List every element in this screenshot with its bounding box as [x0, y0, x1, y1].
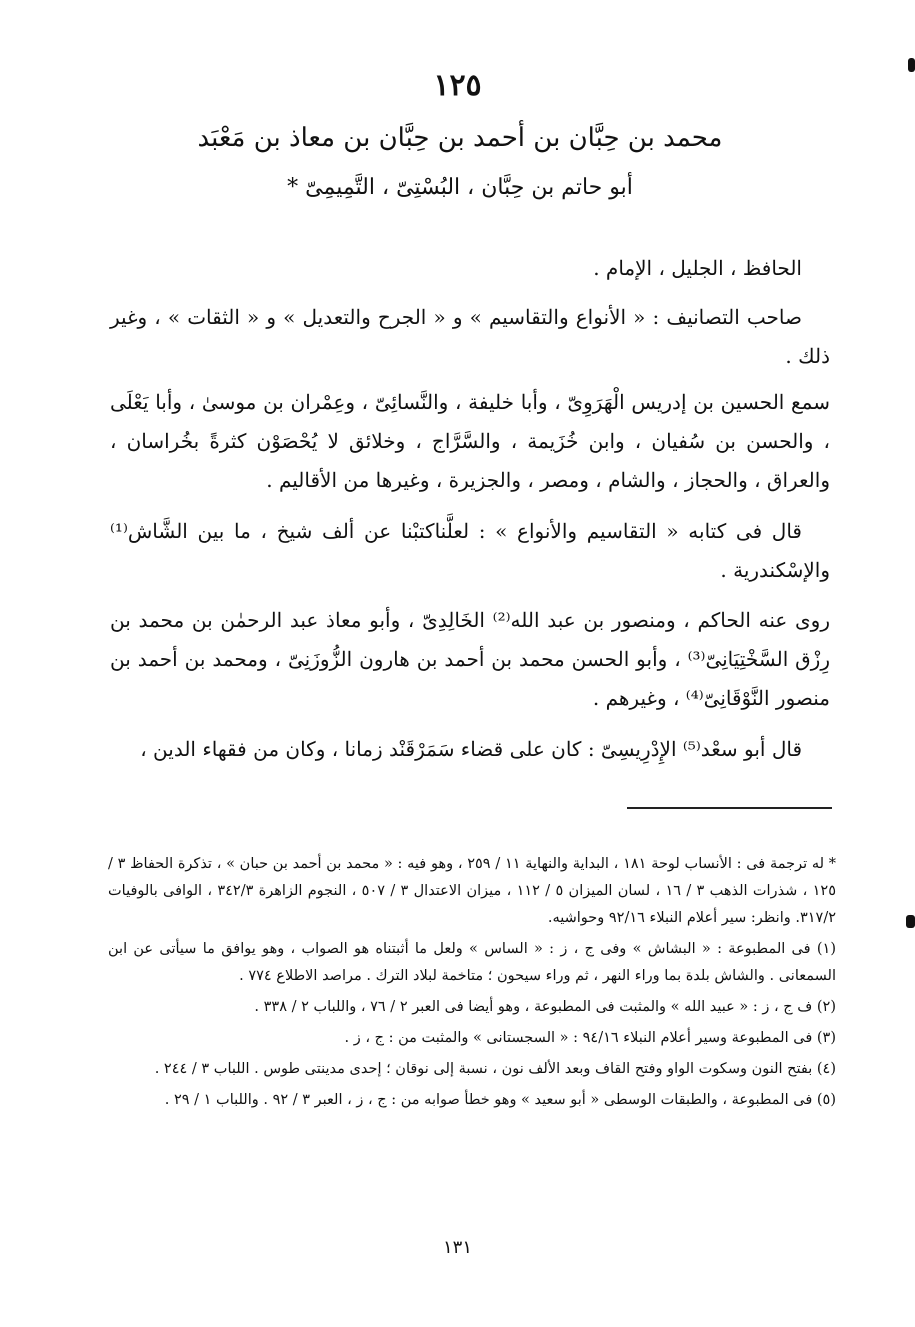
- paragraph-idrisi: قال أبو سعْد⁽⁵⁾ الإِدْرِيسِىّ : كان على قضاء سَمَرْقَنْد زمانا ، وكان من فقهاء الدين ،: [140, 737, 802, 761]
- footnote-2: (٢) ف ج ، ز : « عبيد الله » والمثبت فى المطبوعة ، وهو أيضا فى العبر ٢ / ٧٦ ، واللباب ٢ / ٣٣٨ .: [254, 999, 836, 1015]
- paragraph-epithets: الحافظ ، الجليل ، الإمام .: [593, 256, 802, 280]
- footnote-4: (٤) بفتح النون وسكوت الواو وفتح القاف وبعد الألف نون ، نسبة إلى نوقان ؛ إحدى مدينتى طوس . اللباب ٣ / ٢٤٤ .: [154, 1061, 836, 1077]
- edge-mark-middle: [906, 915, 915, 928]
- footnote-3: (٣) فى المطبوعة وسير أعلام النبلاء ٩٤/١٦ : « السجستانى » والمثبت من : ج ، ز .: [344, 1030, 836, 1046]
- paragraph-quote: قال فى كتابه « التقاسيم والأنواع » : لعلَّناكتبْنا عن ألف شيخ ، ما بين الشَّاش⁽¹⁾ والإسْكندرية .: [110, 519, 830, 582]
- entry-number: ١٢٥: [433, 68, 482, 103]
- paragraph-teachers: سمع الحسين بن إدريس الْهَرَوِىّ ، وأبا خليفة ، والنَّسائِىّ ، وعِمْران بن موسىٰ ، وأبا يَعْلَى ، والحسن بن سُفيان ، وابن خُزَيمة ، والسَّرَّاج ، وخلائق لا يُحْصَوْن كثرةً بخُراسان ، والعراق ، والحجاز ، والشام ، ومصر ، والجزيرة ، وغيرها من الأقاليم .: [110, 390, 830, 492]
- paragraph-works: صاحب التصانيف : « الأنواع والتقاسيم » و « الجرح والتعديل » و « الثقات » ، وغير ذلك .: [110, 305, 830, 368]
- footnotes: [108, 851, 836, 1114]
- footnote-1: (١) فى المطبوعة : « البشاش » وفى ج ، ز : « الساس » ولعل ما أثبتناه هو الصواب ، وهو يوافق ما سيأتى عن ابن السمعانى . والشاش بلدة بما وراء النهر ، ثم وراء سيحون ؛ متاخمة لبلاد الترك . مراصد الاطلاع ٧٧٤ .: [108, 941, 836, 984]
- footnote-separator: [627, 807, 832, 809]
- page-number: ١٣١: [442, 1237, 472, 1258]
- paragraph-students: روى عنه الحاكم ، ومنصور بن عبد الله⁽²⁾ الخَالِدِىّ ، وأبو معاذ عبد الرحمٰن بن محمد بن رِزْق السَّخْتِيَانِىّ⁽³⁾ ، وأبو الحسن محمد بن أحمد بن هارون الزُّوزَنِىّ ، ومحمد بن أحمد بن منصور النَّوْقَانِىّ⁽⁴⁾ ، وغيرهم .: [110, 608, 831, 710]
- footnote-5: (٥) فى المطبوعة ، والطبقات الوسطى « أبو سعيد » وهو خطأ صوابه من : ج ، ز ، العبر ٣ / ٩٢ . واللباب ١ / ٢٩ .: [164, 1092, 836, 1108]
- biography-title: محمد بن حِبَّان بن أحمد بن حِبَّان بن معاذ بن مَعْبَد: [197, 123, 723, 153]
- biography-subtitle: أبو حاتم بن حِبَّان ، البُسْتِىّ ، التَّمِيمِىّ *: [287, 175, 633, 200]
- footnote-sources: * له ترجمة فى : الأنساب لوحة ١٨١ ، البداية والنهاية ١١ / ٢٥٩ ، وهو فيه : « محمد بن أحمد بن حبان » ، تذكرة الحفاظ ٣ / ١٢٥ ، شذرات الذهب ٣ / ١٦ ، لسان الميزان ٥ / ١١٢ ، ميزان الاعتدال ٣ / ٥٠٧ ، النجوم الزاهرة ٣٤٢/٣ ، الوافى بالوفيات ٣١٧/٢. وانظر: سير أعلام النبلاء ٩٢/١٦ وحواشيه.: [108, 856, 837, 926]
